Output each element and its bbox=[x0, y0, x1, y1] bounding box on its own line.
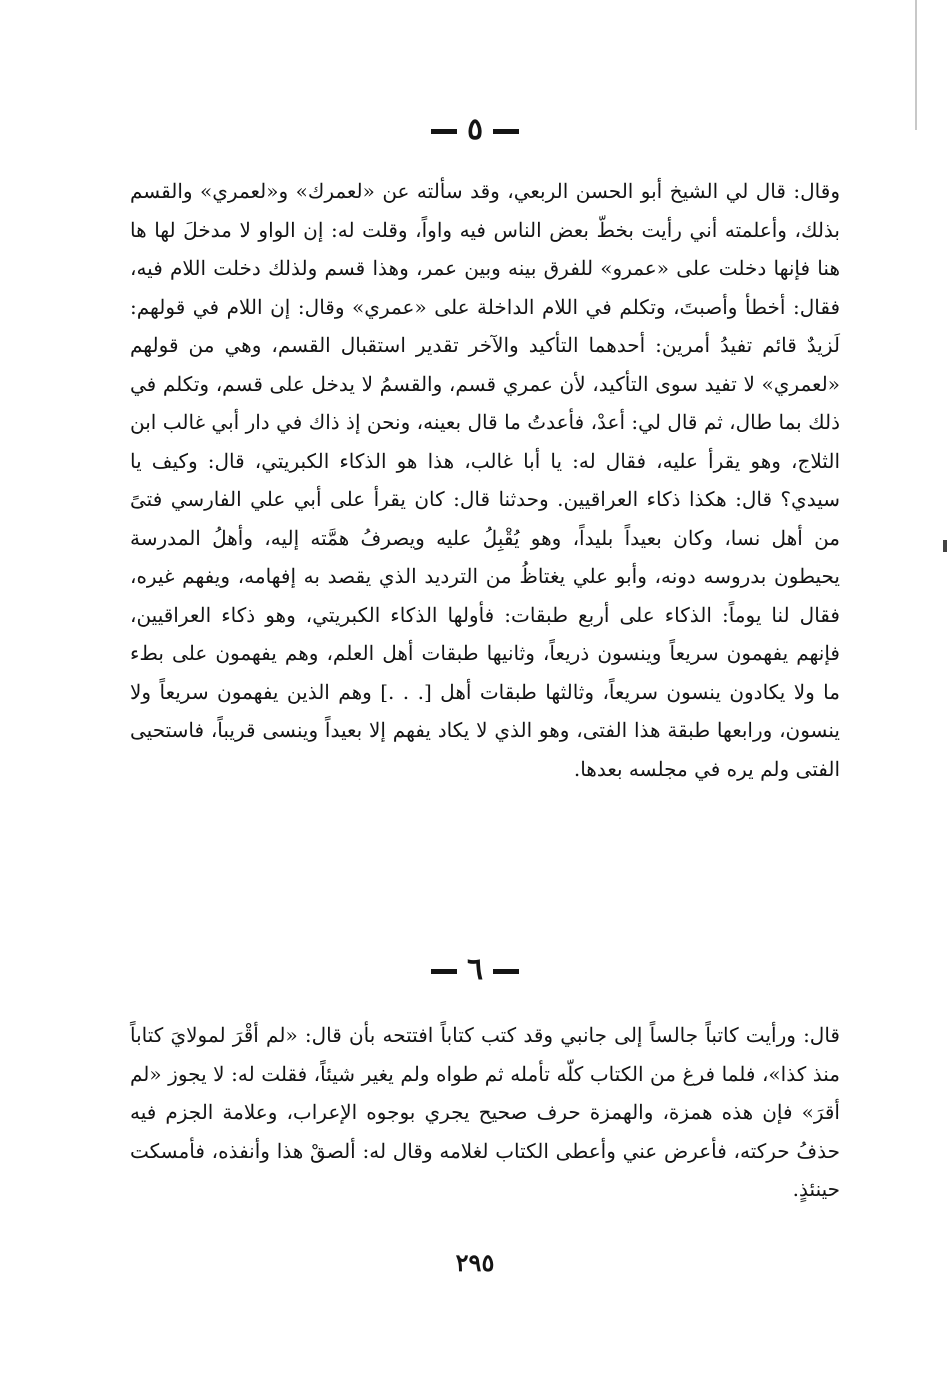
section-6-body bbox=[130, 1016, 840, 1209]
scan-margin-mark bbox=[943, 540, 947, 552]
heading-dash-right bbox=[493, 129, 519, 134]
section-heading-6 bbox=[0, 952, 950, 987]
section-heading-5 bbox=[0, 112, 950, 147]
section-5-body bbox=[130, 172, 840, 788]
heading-dash-left bbox=[431, 969, 457, 974]
heading-dash-left bbox=[431, 129, 457, 134]
page-number: ٢٩٥ bbox=[455, 1248, 495, 1277]
paragraph: قال: ورأيت كاتباً جالساً إلى جانبي وقد كتب كتاباً افتتحه بأن قال: «لم أقْرَ لمولايَ كتاباً منذ كذا»، فلما فرغ من الكتاب كلّه تأمله ثم طواه ولم يغير شيئاً، فقلت له: لا يجوز «لم أقرَ» فإن هذه همزة، والهمزة حرف صحيح يجري بوجوه الإعراب، وعلامة الجزم فيه حذفُ حركته، فأعرض عني وأعطى الكتاب لغلامه وقال له: ألصقْ هذا وأنفذه، فأمسكت حينئذٍ. bbox=[130, 1023, 840, 1201]
paragraph: وقال: قال لي الشيخ أبو الحسن الربعي، وقد سألته عن «لعمرك» و«لعمري» والقسم بذلك، وأعلمته أني رأيت بخطّ بعض الناس فيه واواً، وقلت له: إن الواو لا مدخلَ لها ها هنا فإنها دخلت على «عمرو» للفرق بينه وبين عمر، وهذا قسم ولذلك دخلت اللام فيه، فقال: أخطأ وأصبتَ، وتكلم في اللام الداخلة على «عمري» وقال: إن اللام في قولهم: لَزيدٌ قائم تفيدُ أمرين: أحدهما التأكيد والآخر تقدير استقبال القسم، وهي من قولهم «لعمري» لا تفيد سوى التأكيد، لأن عمري قسم، والقسمُ لا يدخل على قسم، وتكلم في ذلك بما طال، ثم قال لي: أعدْ، فأعدتُ ما قال بعينه، ونحن إذ ذاك في دار أبي غالب ابن الثلاج، وهو يقرأ عليه، فقال له: يا أبا غالب، هذا هو الذكاء الكبريتي، قال: وكيف يا سيدي؟ قال: هكذا ذكاء العراقيين. وحدثنا قال: كان يقرأ على أبي علي الفارسي فتىً من أهل نسا، وكان بعيداً بليداً، وهو يُقْبِلُ عليه ويصرفُ همَّته إليه، وأهلُ المدرسة يحيطون بدروسه دونه، وأبو علي يغتاظُ من الترديد الذي يقصد به إفهامه، ويفهم غيره، فقال لنا يوماً: الذكاء على أربع طبقات: فأولها الذكاء الكبريتي، وهو ذكاء العراقيين، فإنهم يفهمون سريعاً وينسون ذريعاً، وثانيها طبقات أهل العلم، وهم يفهمون على بطء ما ولا يكادون ينسون سريعاً، وثالثها طبقات أهل [. . .] وهم الذين يفهمون سريعاً ولا ينسون، ورابعها طبقة هذا الفتى، وهو الذي لا يكاد يفهم إلا بعيداً وينسى قريباً، فاستحيى الفتى ولم يره في مجلسه بعدها. bbox=[130, 179, 840, 781]
scan-margin-line bbox=[915, 0, 917, 130]
section-number: ٦ bbox=[466, 952, 484, 987]
heading-dash-right bbox=[493, 969, 519, 974]
section-number: ٥ bbox=[466, 112, 484, 147]
